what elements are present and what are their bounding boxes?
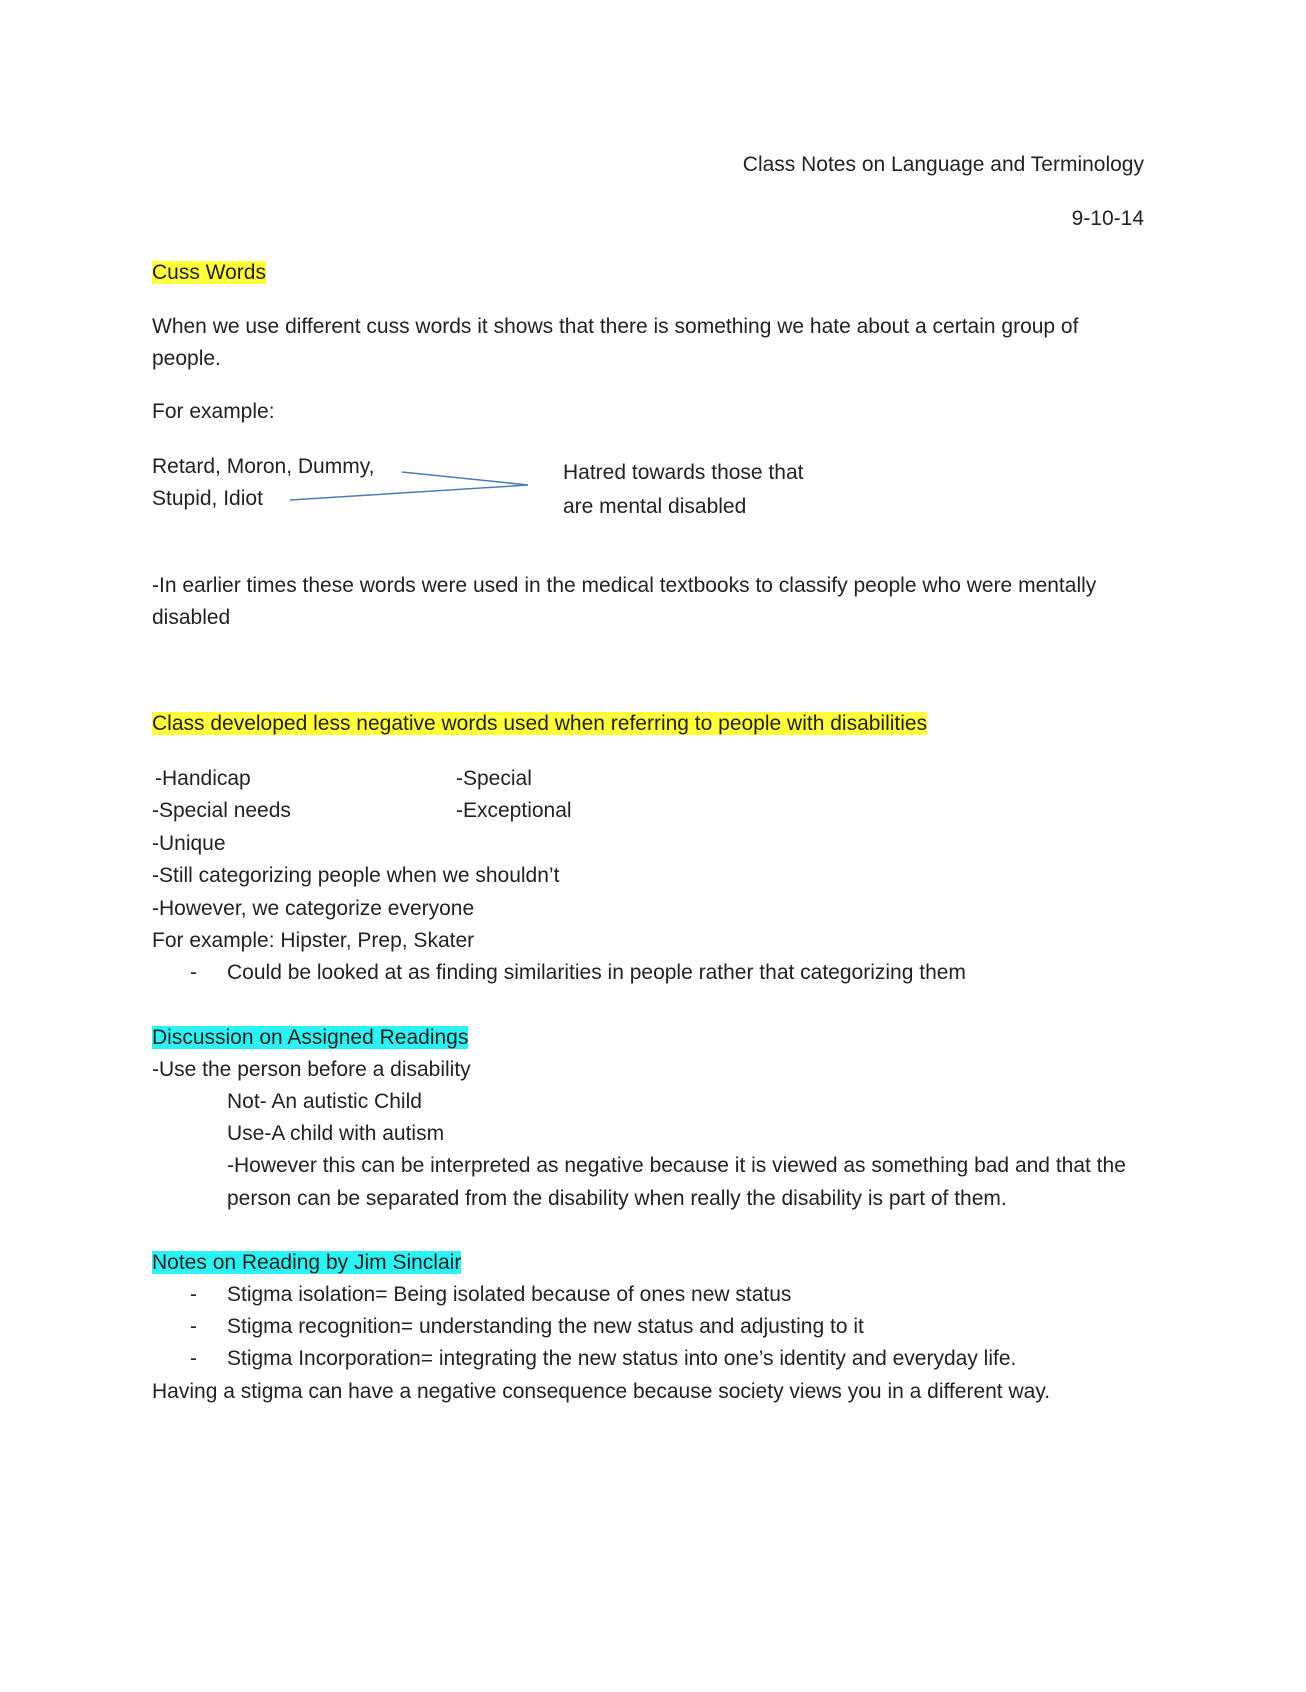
connector-arrow-icon [270, 460, 540, 510]
use-person-first: -Use the person before a disability [152, 1058, 471, 1081]
cuss-words-list-line2: Stupid, Idiot [152, 487, 263, 510]
word-special-needs: -Special needs [152, 799, 291, 822]
word-special: -Special [456, 767, 532, 790]
document-title: Class Notes on Language and Terminology [742, 153, 1144, 176]
earlier-times-line2: disabled [152, 606, 231, 629]
word-exceptional: -Exceptional [456, 799, 572, 822]
cuss-words-heading [152, 262, 266, 283]
word-handicap: -Handicap [155, 767, 251, 790]
bullet-dash-icon: - [190, 1347, 197, 1370]
bullet-dash-icon: - [190, 1315, 197, 1338]
not-example: Not- An autistic Child [227, 1090, 422, 1113]
however-interpreted-line2: person can be separated from the disability when really the disability is part of them. [227, 1187, 1007, 1210]
hatred-note-line2: are mental disabled [563, 495, 747, 518]
use-example: Use-A child with autism [227, 1122, 445, 1145]
bullet-dash-icon: - [190, 1283, 197, 1306]
less-negative-heading [152, 713, 927, 734]
hatred-note-line1: Hatred towards those that [563, 461, 804, 484]
closing-sentence: Having a stigma can have a negative consequence because society views you in a different way. [152, 1380, 1051, 1403]
cuss-words-heading-text: Cuss Words [152, 261, 266, 284]
still-categorizing: -Still categorizing people when we shouldn’t [152, 864, 560, 887]
sinclair-heading [152, 1252, 461, 1273]
discussion-heading [152, 1027, 468, 1048]
discussion-heading-text: Discussion on Assigned Readings [152, 1026, 469, 1049]
categories-example: For example: Hipster, Prep, Skater [152, 929, 475, 952]
cuss-words-list-line1: Retard, Moron, Dummy, [152, 455, 375, 478]
however-interpreted-line1: -However this can be interpreted as negative because it is viewed as something bad and that the [227, 1154, 1126, 1177]
for-example-label: For example: [152, 400, 275, 423]
bullet-dash-icon: - [190, 961, 197, 984]
similarities-bullet: Could be looked at as finding similarities in people rather that categorizing them [227, 961, 966, 984]
cuss-words-paragraph-line1: When we use different cuss words it shows that there is something we hate about a certain group of [152, 315, 1079, 338]
stigma-incorporation-bullet: Stigma Incorporation= integrating the new status into one’s identity and everyday life. [227, 1347, 1017, 1370]
however-categorize: -However, we categorize everyone [152, 897, 475, 920]
stigma-isolation-bullet: Stigma isolation= Being isolated because of ones new status [227, 1283, 792, 1306]
document-date: 9-10-14 [1071, 207, 1144, 230]
stigma-recognition-bullet: Stigma recognition= understanding the new status and adjusting to it [227, 1315, 864, 1338]
earlier-times-line1: -In earlier times these words were used in the medical textbooks to classify people who were mentally [152, 574, 1097, 597]
sinclair-heading-text: Notes on Reading by Jim Sinclair [152, 1251, 462, 1274]
cuss-words-paragraph-line2: people. [152, 347, 221, 370]
less-negative-heading-text: Class developed less negative words used when referring to people with disabilities [152, 712, 928, 735]
word-unique: -Unique [152, 832, 226, 855]
